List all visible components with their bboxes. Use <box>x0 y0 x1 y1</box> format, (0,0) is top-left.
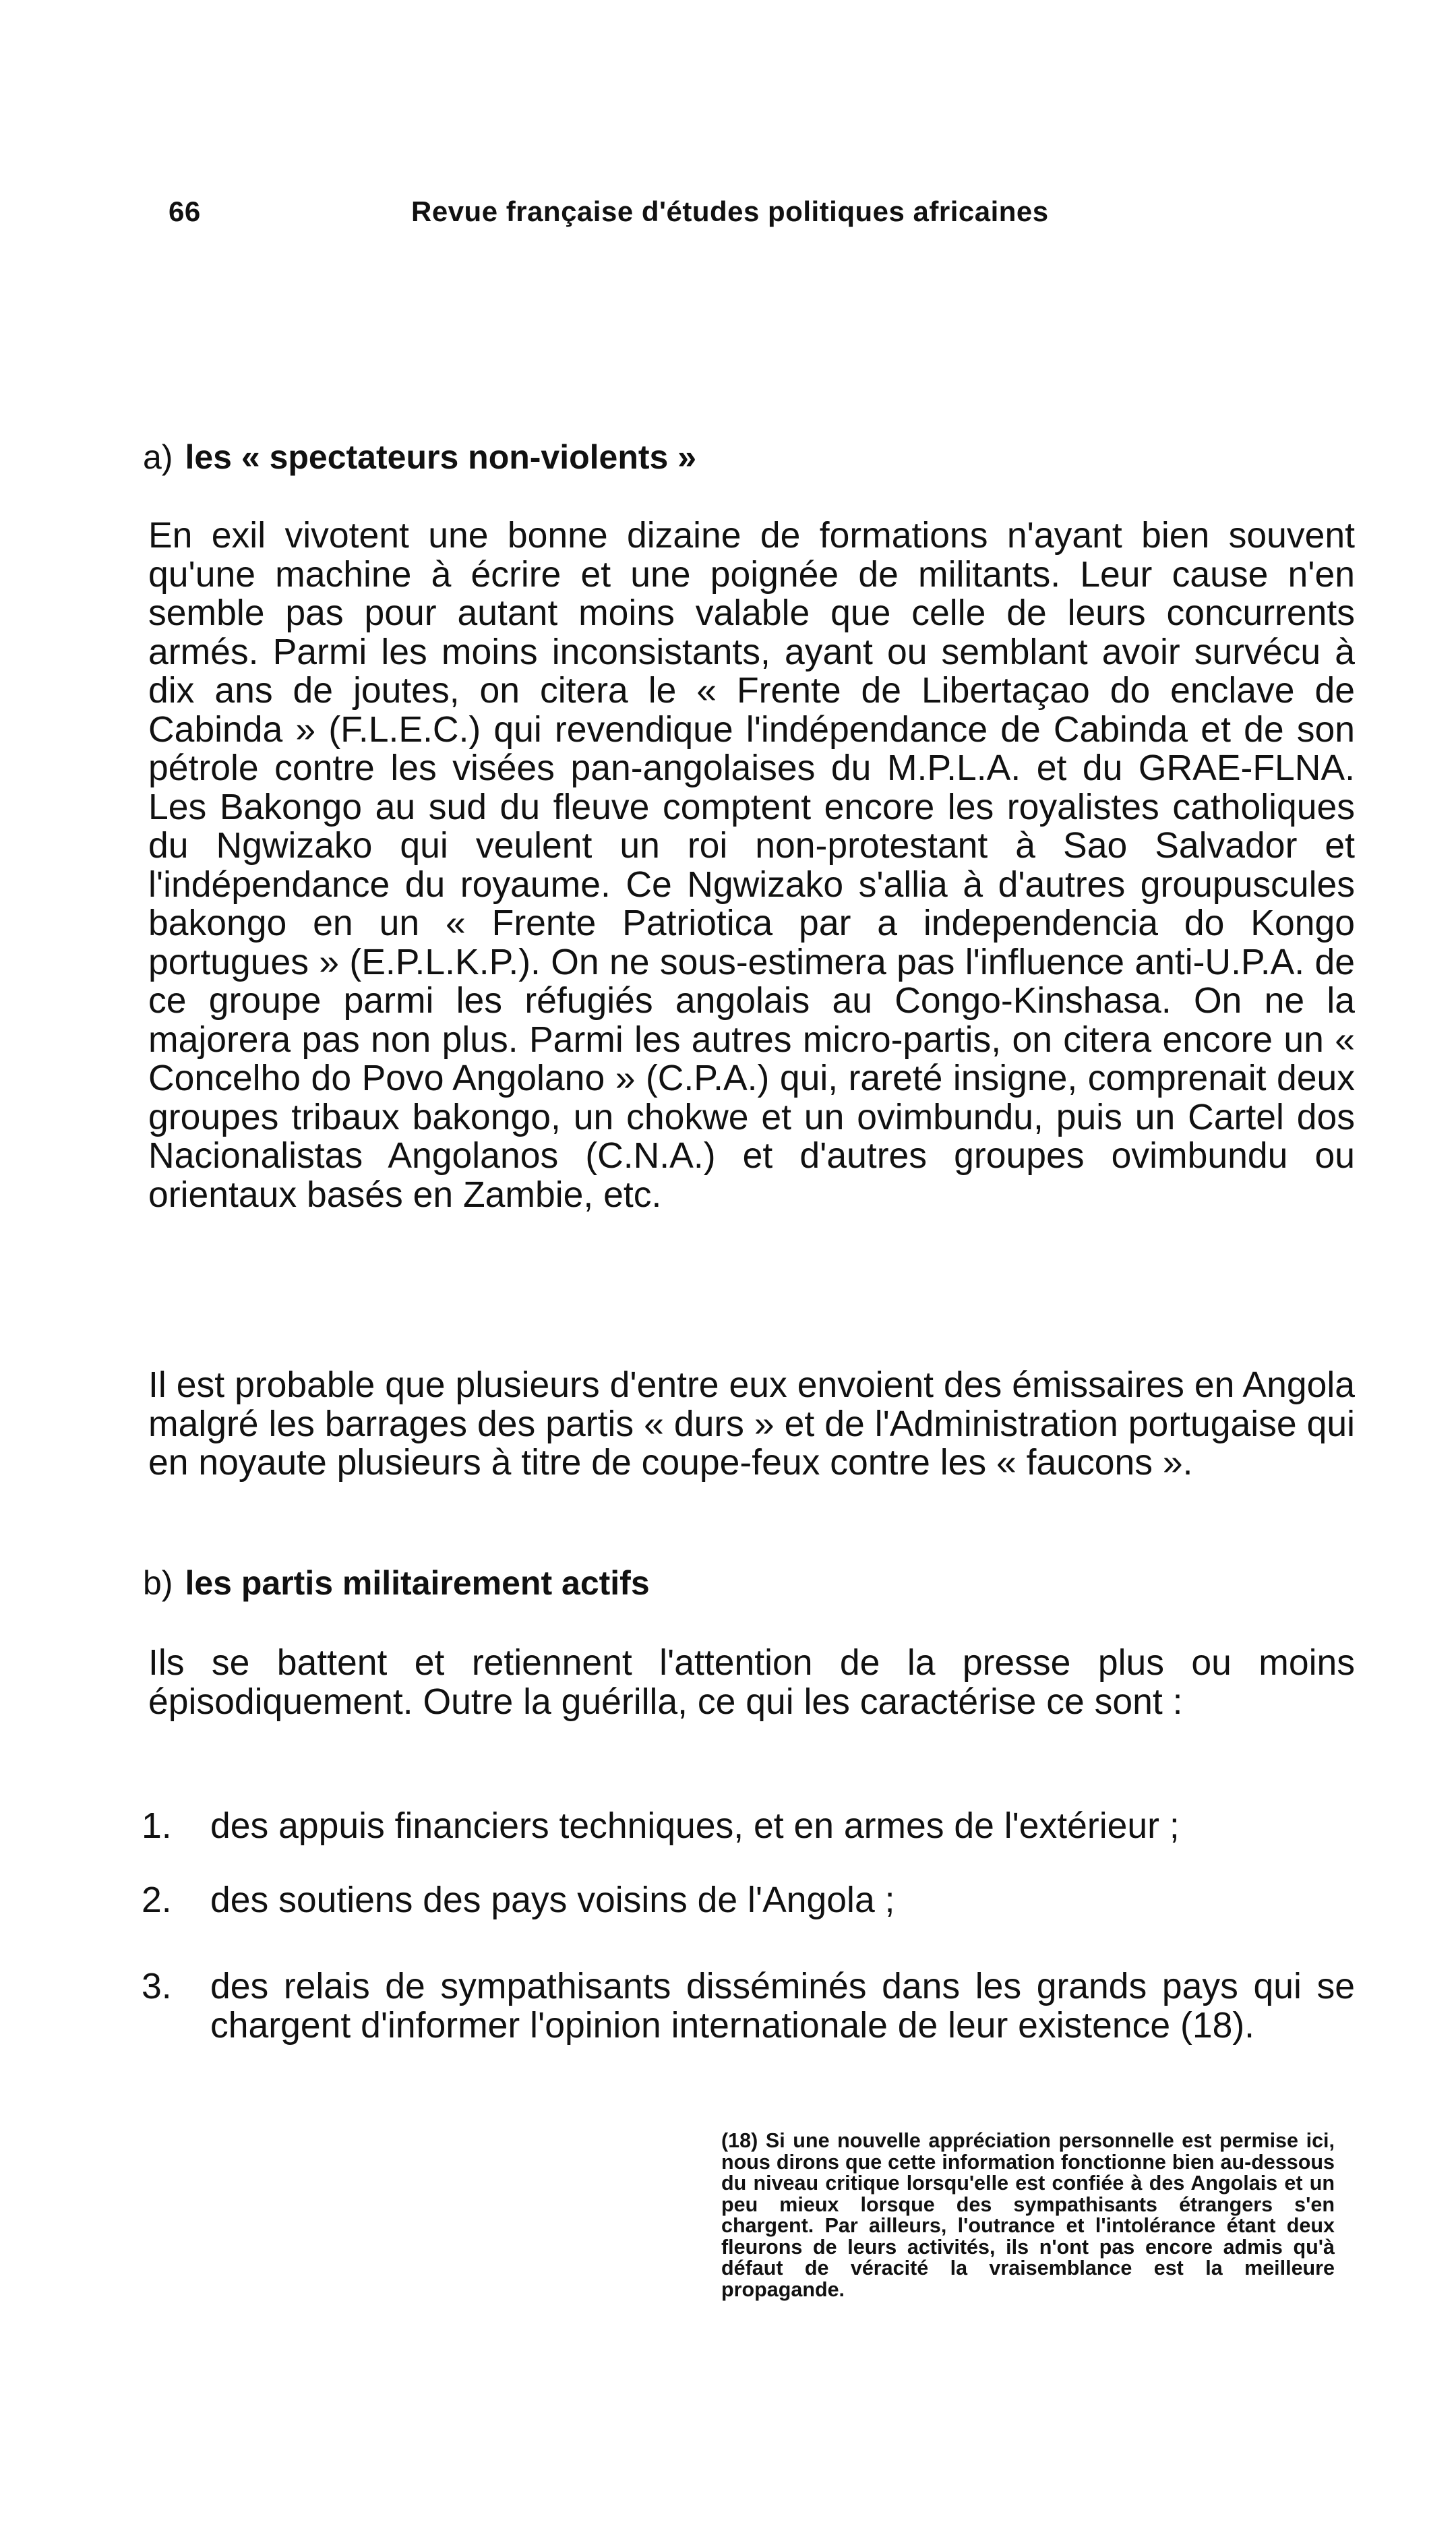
list-item-number: 3. <box>142 1967 172 2006</box>
section-a-marker: a) <box>143 438 173 476</box>
page-number: 66 <box>169 196 201 227</box>
list-item-number: 1. <box>142 1806 172 1846</box>
list-item-number: 2. <box>142 1880 172 1920</box>
journal-title: Revue française d'études politiques africaines <box>411 196 1049 227</box>
section-b-marker: b) <box>143 1564 173 1602</box>
list-item-text: des appuis financiers techniques, et en armes de l'extérieur ; <box>210 1806 1180 1846</box>
section-a-title: les « spectateurs non-violents » <box>185 438 697 476</box>
section-b-heading <box>143 1563 650 1603</box>
list-item <box>142 1967 1355 2045</box>
list-item-text: des relais de sympathisants disséminés dans les grands pays qui se chargent d'informer l'opinion internationale de leur existence (18). <box>210 1967 1355 2046</box>
section-b-intro: Ils se battent et retiennent l'attention de la presse plus ou moins épisodiquement. Outre la guérilla, ce qui les caractérise ce sont : <box>148 1643 1355 1722</box>
list-item <box>142 1881 1355 1920</box>
section-a-paragraph-1: En exil vivotent une bonne dizaine de formations n'ayant bien souvent qu'une machine à écrire et une poignée de militants. Leur cause n'en semble pas pour autant moins valable que celle de leurs concurrents armés. Parmi les moins inconsistants, ayant ou semblant avoir survécu à dix ans de joutes, on citera le « Frente de Libertaçao do enclave de Cabinda » (F.L.E.C.) qui revendique l'indépendance de Cabinda et de son pétrole contre les visées pan-angolaises du M.P.L.A. et du GRAE-FLNA. Les Bakongo au sud du fleuve comptent encore les royalistes catholiques du Ngwizako qui veulent un roi non-protestant à Sao Salvador et l'indépendance du royaume. Ce Ngwizako s'allia à d'autres groupuscules bakongo en un « Frente Patriotica par a independencia do Kongo portugues » (E.P.L.K.P.). On ne sous-estimera pas l'influence anti-U.P.A. de ce groupe parmi les réfugiés angolais au Congo-Kinshasa. On ne la majorera pas non plus. Parmi les autres micro-partis, on citera encore un « Concelho do Povo Angolano » (C.P.A.) qui, rareté insigne, comprenait deux groupes tribaux bakongo, un chokwe et un ovimbundu, puis un Cartel dos Nacionalistas Angolanos (C.N.A.) et d'autres groupes ovimbundu ou orientaux basés en Zambie, etc. <box>148 516 1355 1215</box>
list-item-text: des soutiens des pays voisins de l'Angola ; <box>210 1880 895 1920</box>
section-b-title: les partis militairement actifs <box>185 1564 650 1602</box>
section-a-heading <box>143 437 696 477</box>
section-a-paragraph-2: Il est probable que plusieurs d'entre eux envoient des émissaires en Angola malgré les barrages des partis « durs » et de l'Administration portugaise qui en noyaute plusieurs à titre de coupe-feux contre les « faucons ». <box>148 1365 1355 1483</box>
list-item <box>142 1807 1355 1846</box>
footnote-18: (18) Si une nouvelle appréciation personnelle est permise ici, nous dirons que cette information fonctionne bien au-dessous du niveau critique lorsqu'elle est confiée à des Angolais et un peu mieux lorsque des sympathisants étrangers s'en chargent. Par ailleurs, l'outrance et l'intolérance étant deux fleurons de leurs activités, ils n'ont pas encore admis qu'à défaut de véracité la vraisemblance est la meilleure propagande. <box>721 2129 1335 2301</box>
